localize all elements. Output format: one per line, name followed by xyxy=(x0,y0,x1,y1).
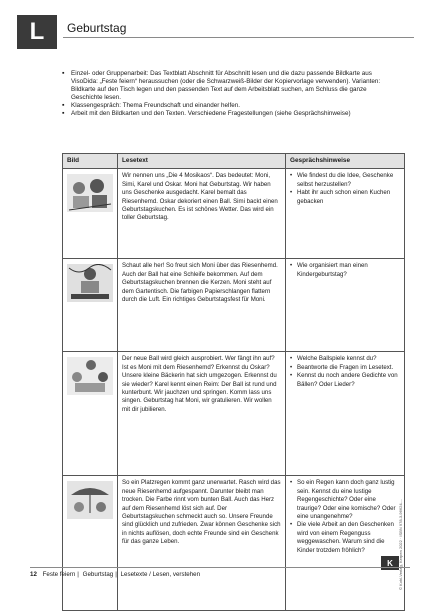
hint-item: • Kennst du noch andere Gedichte von Bällen? Oder Lieder? xyxy=(290,372,400,389)
column-header-bild: Bild xyxy=(63,154,118,169)
hint-item: • Beantworte die Fragen im Lesetext. xyxy=(290,364,400,372)
instruction-item: ▪ Einzel- oder Gruppenarbeit: Das Textblatt Abschnitt für Abschnitt lesen und die dazu passende Bildkarte aus VisoDida: „Feste feiern“ heraussuchen (oder die Schwarzweiß-Bilder der Kopiervorlage verwenden). Varianten: Bildkarte auf den Tisch legen und den passenden Text auf dem Arbeitsblatt suchen, am Schluss die ganze Geschichte lesen. xyxy=(62,70,392,102)
illustration-image xyxy=(67,264,113,302)
instructions xyxy=(62,70,392,119)
picture-cell xyxy=(63,259,118,352)
hint-item: • Wie findest du die Idee, Geschenke selbst herzustellen? xyxy=(290,172,400,189)
hint-item: • Habt ihr auch schon einen Kuchen gebacken xyxy=(290,189,400,206)
reading-text: Wir nennen uns „Die 4 Mosikaos“. Das bedeutet: Moni, Simi, Karel und Oskar. Moni hat Geburtstag. Wir haben uns Geschenke ausgedacht. Karel bemalt das Riesenhemd. Oskar dekoriert einen Ball. Simi backt einen Geburtstagskuchen. Es ist schönes Wetter. Das wird ein toller Geburtstag. xyxy=(118,169,286,259)
hint-item: • So ein Regen kann doch ganz lustig sein. Kennst du eine lustige Regengeschichte? Oder eine traurige? Oder eine komische? Oder eine unangenehme? xyxy=(290,479,400,521)
hint-item: • Die viele Arbeit an den Geschenken wird von einem Regenguss weggewaschen. Warum sind die Kinder trotzdem fröhlich? xyxy=(290,521,400,555)
hint-item: • Wie organisiert man einen Kindergeburtstag? xyxy=(290,262,400,279)
footer-section: Feste feiern xyxy=(42,571,76,578)
reading-text: Schaut alle her! So freut sich Moni über das Riesenhemd. Auch der Ball hat eine Schleife bekommen. Auf dem Geburtstagskuchen brennen die Kerzen. Moni steht auf dem Gartentisch. Die farbigen Papierschlangen flattern durch die Luft. Ein richtiges Geburtstagsfest für Moni. xyxy=(118,259,286,352)
footer-topic: Geburtstag xyxy=(82,571,114,578)
column-header-lesetext: Lesetext xyxy=(118,154,286,169)
footer-subtopic: Lesetexte / Lesen, verstehen xyxy=(120,571,201,578)
table-header-row xyxy=(63,154,405,169)
picture-cell xyxy=(63,476,118,611)
hint-item: • Welche Ballspiele kennst du? xyxy=(290,355,400,363)
hints-cell xyxy=(286,352,405,476)
table-row xyxy=(63,352,405,476)
publisher-logo: K xyxy=(381,556,399,570)
instruction-item: ▪ Klassengespräch: Thema Freundschaft und einander helfen. xyxy=(62,102,392,110)
table-row xyxy=(63,259,405,352)
picture-cell xyxy=(63,352,118,476)
header-rule xyxy=(63,37,414,38)
reading-text: So ein Platzregen kommt ganz unerwartet. Rasch wird das neue Riesenhemd aufgespannt. Darunter bleibt man trocken. Die Farbe rinnt vom bunten Ball. Auch das Herz auf dem Riesenhemd löst sich auf. Der Geburtstagskuchen schmeckt auch so. Unsere Freunde sind glücklich und zufrieden. Zwar können Geschenke sich in nichts auflösen, doch echte Freunde sind ein Geschenk für das ganze Leben. xyxy=(118,476,286,611)
reading-table xyxy=(62,153,405,611)
hints-cell xyxy=(286,476,405,611)
illustration-image xyxy=(67,481,113,519)
copyright-note: © Kohl-Verlag, Kerpen 2022 · ISBN 978-3-96624-... xyxy=(398,498,403,590)
picture-cell xyxy=(63,169,118,259)
hints-cell xyxy=(286,169,405,259)
table-row xyxy=(63,476,405,611)
illustration-image xyxy=(67,357,113,395)
reading-text: Der neue Ball wird gleich ausprobiert. Wer fängt ihn auf? Ist es Moni mit dem Riesenhemd? Erkennst du Oskar? Unsere kleine Bäckerin hat sich umgezogen. Erkennst du sie wieder? Karel kennt einen Reim: Der Ball ist rund und kunterbunt. Wir jauchzen und springen. Komm lass uns singen. Geburtstag hat Moni, wir gratulieren. Wir wollen mit dir jubilieren. xyxy=(118,352,286,476)
page-number: 12 xyxy=(30,571,37,578)
page-header xyxy=(17,15,414,49)
page-title: Geburtstag xyxy=(67,21,127,35)
instruction-item: ▪ Arbeit mit den Bildkarten und den Texten. Verschiedene Fragestellungen (siehe Gesprächshinweise) xyxy=(62,110,392,118)
hints-cell xyxy=(286,259,405,352)
illustration-image xyxy=(67,174,113,212)
section-letter-badge: L xyxy=(17,15,57,49)
table-row xyxy=(63,169,405,259)
footer-rule xyxy=(30,567,410,568)
column-header-hinweise: Gesprächshinweise xyxy=(286,154,405,169)
page-footer: 12 Feste feiern | Geburtstag | Lesetexte / Lesen, verstehen xyxy=(30,571,410,578)
